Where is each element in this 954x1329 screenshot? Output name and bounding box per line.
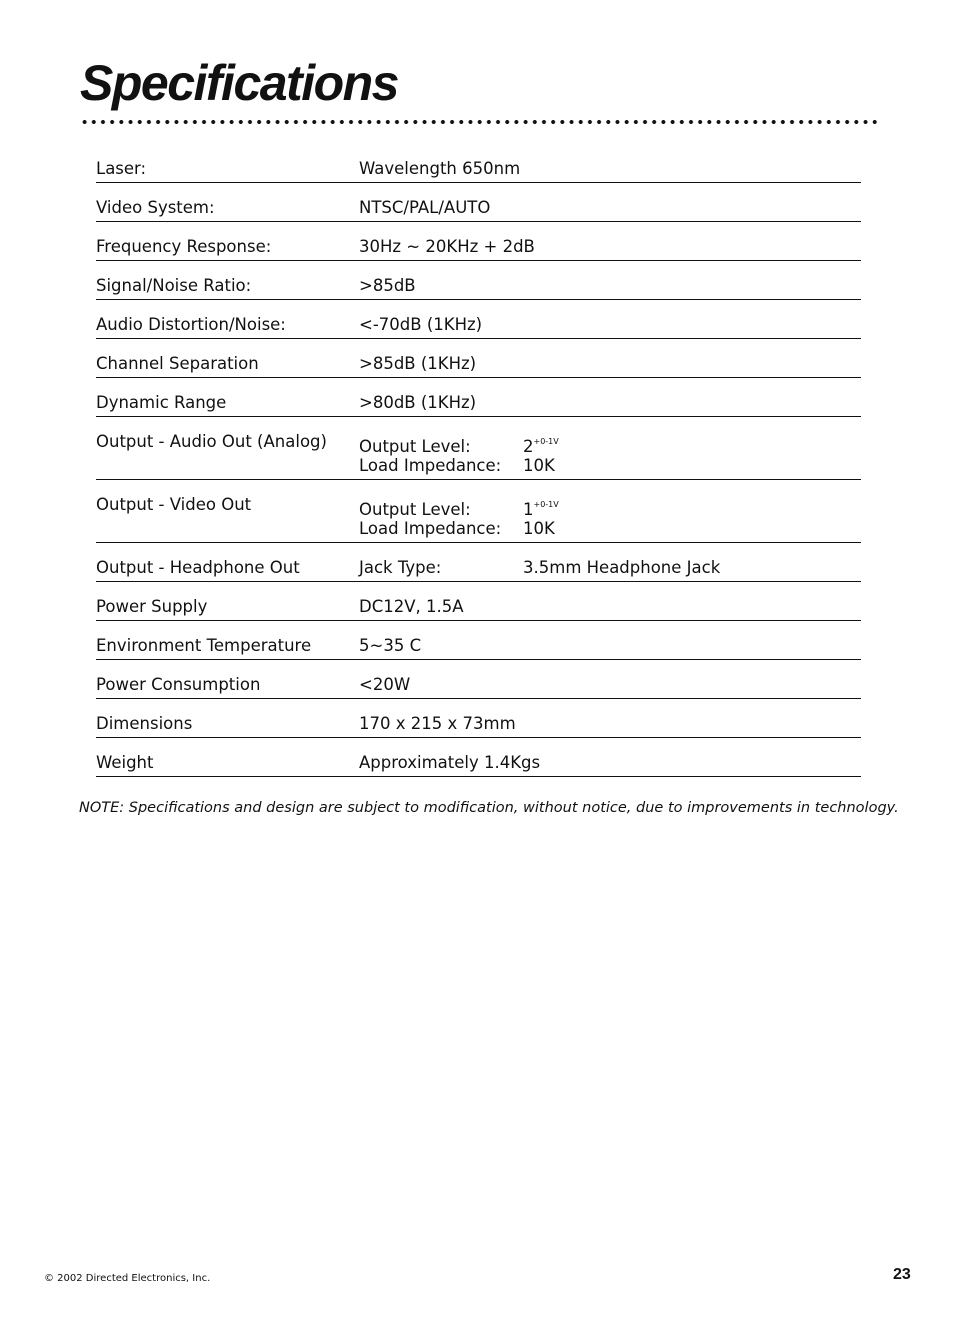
load-impedance-value: 10K: [523, 519, 555, 538]
spec-row-power-supply: [96, 595, 861, 621]
spec-value: Wavelength 650nm: [359, 159, 521, 178]
output-level-superscript: +0-1V: [533, 500, 559, 509]
spec-row-audio-out: [96, 430, 861, 480]
spec-value: 30Hz ~ 20KHz + 2dB: [359, 237, 535, 256]
load-impedance-line: [359, 454, 555, 478]
spec-label: Video System:: [96, 198, 215, 217]
spec-row-audio-distortion: [96, 313, 861, 339]
spec-row-environment-temperature: [96, 634, 861, 660]
load-impedance-value: 10K: [523, 456, 555, 475]
spec-label: Output - Audio Out (Analog): [96, 432, 327, 451]
spec-row-signal-noise: [96, 274, 861, 300]
spec-row-channel-separation: [96, 352, 861, 378]
spec-label: Signal/Noise Ratio:: [96, 276, 252, 295]
spec-label: Output - Video Out: [96, 495, 252, 514]
spec-row-video-out: [96, 493, 861, 543]
output-level-superscript: +0-1V: [533, 437, 559, 446]
output-level-value: 2: [523, 437, 534, 456]
spec-value: <-70dB (1KHz): [359, 315, 483, 334]
spec-value: <20W: [359, 675, 411, 694]
dotted-divider: [80, 119, 880, 125]
spec-row-power-consumption: [96, 673, 861, 699]
spec-value: Approximately 1.4Kgs: [359, 753, 541, 772]
spec-label: Channel Separation: [96, 354, 259, 373]
spec-label: Dynamic Range: [96, 393, 227, 412]
output-level-key: Output Level:: [359, 500, 471, 519]
output-level-value: 1: [523, 500, 534, 519]
spec-label: Frequency Response:: [96, 237, 272, 256]
spec-value: >85dB: [359, 276, 416, 295]
spec-label: Weight: [96, 753, 154, 772]
spec-label: Power Supply: [96, 597, 208, 616]
page-title: Specifications: [80, 55, 398, 111]
copyright-footer: © 2002 Directed Electronics, Inc.: [44, 1273, 211, 1284]
spec-label: Output - Headphone Out: [96, 558, 300, 577]
load-impedance-line: [359, 517, 555, 541]
spec-value: >85dB (1KHz): [359, 354, 477, 373]
spec-row-video-system: [96, 196, 861, 222]
spec-value: 5~35 C: [359, 636, 422, 655]
jack-type-key: Jack Type:: [359, 558, 442, 577]
load-impedance-key: Load Impedance:: [359, 519, 502, 538]
spec-row-laser: [96, 157, 861, 183]
page-number: 23: [893, 1266, 911, 1283]
spec-label: Power Consumption: [96, 675, 261, 694]
spec-row-weight: [96, 751, 861, 777]
spec-row-headphone-out: [96, 556, 861, 582]
spec-label: Environment Temperature: [96, 636, 312, 655]
spec-label: Audio Distortion/Noise:: [96, 315, 286, 334]
output-level-key: Output Level:: [359, 437, 471, 456]
jack-type-line: [359, 556, 720, 580]
specifications-note: NOTE: Specifications and design are subject to modification, without notice, due to improvements in technology.: [79, 800, 899, 816]
spec-value: 170 x 215 x 73mm: [359, 714, 516, 733]
jack-type-value: 3.5mm Headphone Jack: [523, 558, 721, 577]
spec-label: Dimensions: [96, 714, 193, 733]
spec-value: NTSC/PAL/AUTO: [359, 198, 491, 217]
specifications-table: [96, 157, 861, 790]
spec-row-dynamic-range: [96, 391, 861, 417]
load-impedance-key: Load Impedance:: [359, 456, 502, 475]
spec-value: >80dB (1KHz): [359, 393, 477, 412]
spec-value: DC12V, 1.5A: [359, 597, 464, 616]
spec-row-frequency-response: [96, 235, 861, 261]
spec-label: Laser:: [96, 159, 147, 178]
spec-row-dimensions: [96, 712, 861, 738]
